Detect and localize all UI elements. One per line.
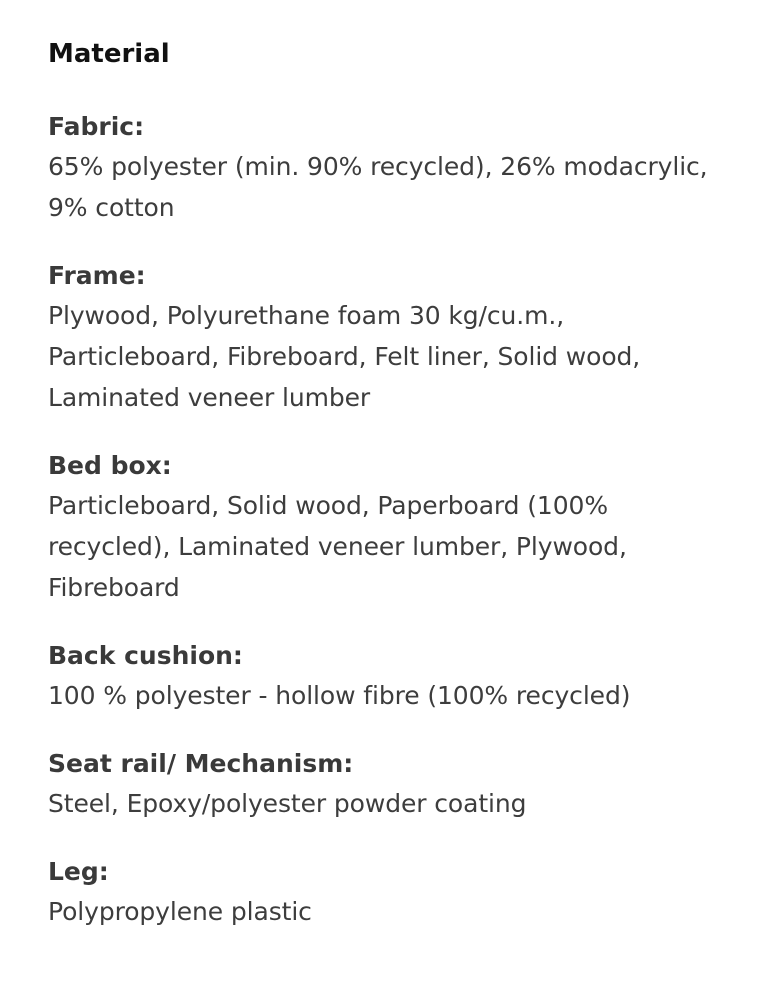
- material-label: Bed box:: [48, 451, 172, 480]
- material-value-line: Laminated veneer lumber: [48, 383, 371, 412]
- material-value-line: 100 % polyester - hollow fibre (100% recycled): [48, 681, 631, 710]
- material-label: Seat rail/ Mechanism:: [48, 749, 354, 778]
- material-label: Back cushion:: [48, 641, 243, 670]
- material-value-line: Steel, Epoxy/polyester powder coating: [48, 789, 527, 818]
- material-label: Frame:: [48, 261, 146, 290]
- material-value-line: 9% cotton: [48, 193, 175, 222]
- material-seat-rail: [48, 745, 720, 824]
- material-leg: [48, 853, 720, 932]
- material-value-line: Plywood, Polyurethane foam 30 kg/cu.m.,: [48, 301, 565, 330]
- material-fabric: [48, 108, 720, 228]
- material-back-cushion: [48, 637, 720, 716]
- material-value-line: recycled), Laminated veneer lumber, Plywood,: [48, 532, 627, 561]
- material-bed-box: [48, 447, 720, 608]
- section-title: Material: [48, 39, 170, 69]
- material-value-line: 65% polyester (min. 90% recycled), 26% modacrylic,: [48, 152, 708, 181]
- material-value-line: Particleboard, Fibreboard, Felt liner, Solid wood,: [48, 342, 641, 371]
- material-value-line: Fibreboard: [48, 573, 180, 602]
- material-label: Leg:: [48, 857, 109, 886]
- material-label: Fabric:: [48, 112, 145, 141]
- material-frame: [48, 257, 720, 418]
- material-value-line: Particleboard, Solid wood, Paperboard (100%: [48, 491, 608, 520]
- material-value-line: Polypropylene plastic: [48, 897, 312, 926]
